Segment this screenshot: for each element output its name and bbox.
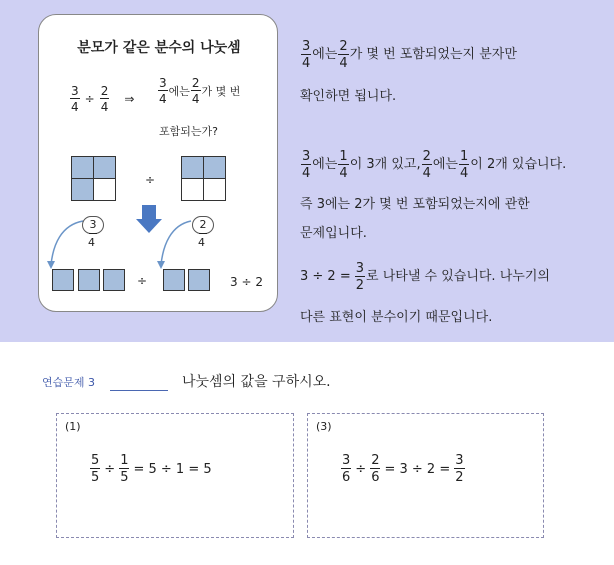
label-circle-left: 3 <box>82 216 104 234</box>
fraction-denominator: 4 <box>302 166 311 181</box>
fraction-denominator: 4 <box>159 92 167 106</box>
explain-text: 에는 <box>312 47 338 63</box>
explain-text: 에는 <box>312 157 338 173</box>
fraction-bar <box>89 233 97 234</box>
explain-text: 로 나타낼 수 있습니다. 나누기의 <box>366 269 550 285</box>
explain-text: 3 ÷ 2 = <box>300 269 351 285</box>
card-title: 분모가 같은 분수의 나눗셈 <box>77 40 241 56</box>
question-line1 <box>157 77 240 105</box>
label-circle-right: 2 <box>192 216 214 234</box>
fraction-denominator: 6 <box>371 470 380 485</box>
divide-sign: ÷ <box>84 92 95 106</box>
label-den-left: 4 <box>88 236 95 249</box>
fraction-numerator: 3 <box>71 84 79 98</box>
explain-p2-line1 <box>300 150 566 180</box>
question-text: 가 몇 번 <box>201 85 241 98</box>
explain-text: 이 3개 있고, <box>349 157 421 173</box>
fraction-numerator: 3 <box>342 453 351 468</box>
fraction-numerator: 3 <box>302 149 311 164</box>
concept-card <box>38 14 278 312</box>
fraction-numerator: 2 <box>422 149 431 164</box>
problem-box-3 <box>307 413 544 538</box>
fraction-denominator: 5 <box>91 470 100 485</box>
curve-arrow-right <box>161 221 191 265</box>
divide-sign: ÷ <box>104 461 116 477</box>
practice-instruction: 나눗셈의 값을 구하시오. <box>182 374 331 390</box>
grouping-arrows <box>39 205 279 275</box>
answer-blank[interactable] <box>110 372 168 391</box>
implies-arrow: ⇒ <box>124 92 135 106</box>
fraction-denominator: 2 <box>455 470 464 485</box>
fraction-numerator: 2 <box>191 76 200 90</box>
bottom-expression: 3 ÷ 2 <box>230 275 263 289</box>
fraction-denominator: 4 <box>191 92 200 106</box>
fraction-denominator: 4 <box>422 166 431 181</box>
problem-number: (1) <box>65 420 81 433</box>
problem-answer: = 5 ÷ 1 = 5 <box>133 461 212 477</box>
question-line2: 포함되는가? <box>159 125 218 138</box>
explain-p1-line2: 확인하면 됩니다. <box>300 89 397 104</box>
fraction-numerator: 2 <box>339 39 348 54</box>
practice-label: 연습문제 3 <box>42 376 95 389</box>
divide-sign: ÷ <box>355 461 367 477</box>
fraction-denominator: 2 <box>355 278 365 293</box>
explain-text: 가 몇 번 포함되었는지 분자만 <box>349 47 517 63</box>
question-text: 에는 <box>168 85 190 98</box>
divide-sign: ÷ <box>145 173 156 187</box>
curve-arrow-left <box>51 221 83 265</box>
fraction-numerator: 1 <box>460 149 469 164</box>
fraction-bar <box>199 233 207 234</box>
problem-number: (3) <box>316 420 332 433</box>
down-arrow-icon <box>136 205 162 233</box>
fraction-numerator: 3 <box>455 453 464 468</box>
problem-answer: = 3 ÷ 2 = <box>384 461 451 477</box>
problem-box-1 <box>56 413 294 538</box>
fraction-denominator: 4 <box>339 166 348 181</box>
fraction-numerator: 5 <box>91 453 100 468</box>
fraction-denominator: 4 <box>339 56 348 71</box>
explain-p2-line2: 즉 3에는 2가 몇 번 포함되었는지에 관한 <box>300 197 530 212</box>
explain-p2-line3: 문제입니다. <box>300 226 367 241</box>
fraction-denominator: 6 <box>342 470 351 485</box>
explain-p3-line1 <box>300 262 550 292</box>
fraction-numerator: 2 <box>371 453 380 468</box>
fraction-denominator: 5 <box>120 470 129 485</box>
division-expression <box>69 85 134 113</box>
fraction-numerator: 1 <box>120 453 129 468</box>
divide-sign: ÷ <box>137 274 148 288</box>
fraction-denominator: 4 <box>100 100 109 114</box>
fraction-numerator: 2 <box>100 84 109 98</box>
fraction-denominator: 4 <box>302 56 311 71</box>
explain-text: 에는 <box>432 157 458 173</box>
fraction-numerator: 3 <box>159 76 167 90</box>
fraction-denominator: 4 <box>71 100 79 114</box>
fraction-numerator: 3 <box>355 261 365 276</box>
label-den-right: 4 <box>198 236 205 249</box>
fraction-numerator: 3 <box>302 39 311 54</box>
fraction-denominator: 4 <box>460 166 469 181</box>
problem-1-expression <box>89 454 212 484</box>
problem-3-expression <box>340 454 466 484</box>
explain-p3-line2: 다른 표현이 분수이기 때문입니다. <box>300 310 493 325</box>
explain-p1-line1 <box>300 40 517 70</box>
explain-text: 이 2개 있습니다. <box>470 157 567 173</box>
fraction-numerator: 1 <box>339 149 348 164</box>
